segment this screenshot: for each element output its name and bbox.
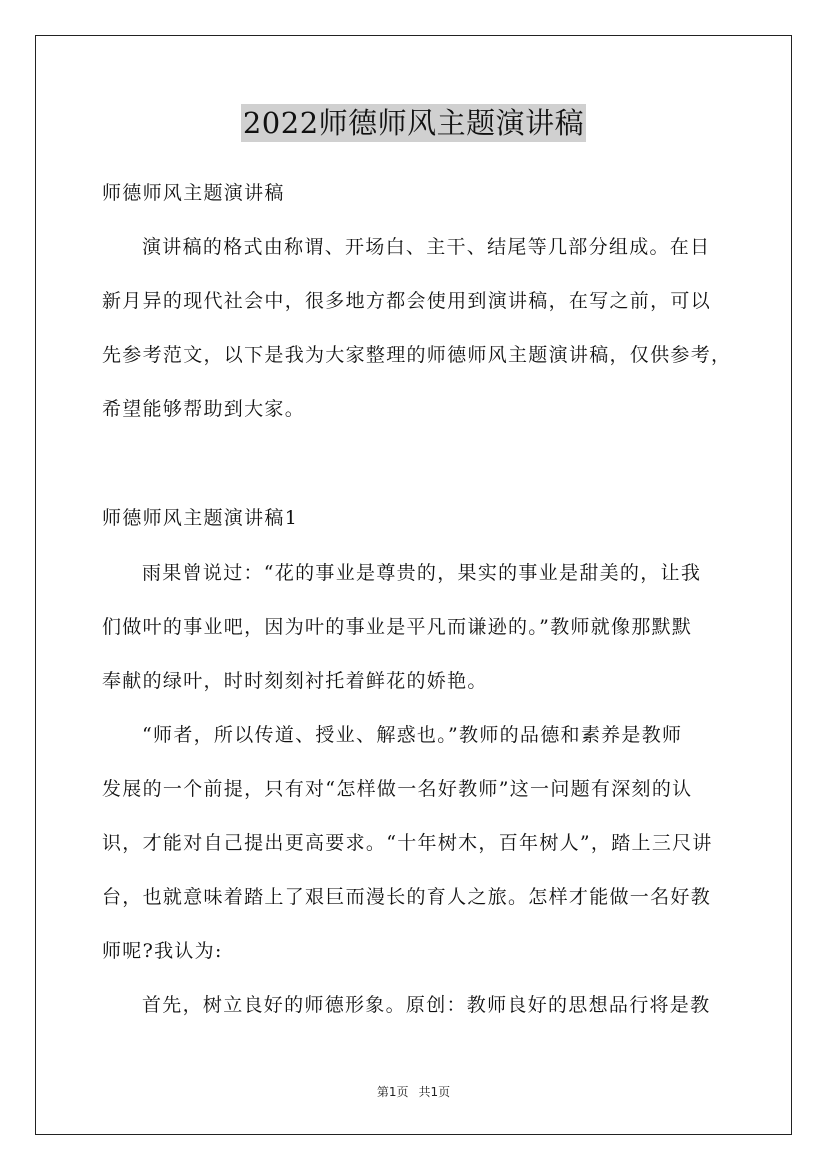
paragraph-line: 发展的一个前提，只有对“怎样做一名好教师”这一问题有深刻的认 — [102, 778, 693, 800]
document-title: 2022师德师风主题演讲稿 — [242, 106, 585, 140]
paragraph-line: 首先，树立良好的师德形象。原创：教师良好的思想品行将是教 — [142, 994, 711, 1016]
paragraph-line: 识，才能对自己提出更高要求。“十年树木，百年树人”，踏上三尺讲 — [102, 832, 713, 854]
section-heading-line: 师德师风主题演讲稿1 — [102, 507, 299, 529]
subtitle — [102, 166, 738, 220]
paragraph-line: 演讲稿的格式由称谓、开场白、主干、结尾等几部分组成。在日 — [142, 236, 711, 258]
page-total: 共1页 — [418, 1085, 451, 1099]
paragraph-line: 希望能够帮助到大家。 — [102, 398, 306, 420]
paragraph-3 — [102, 978, 738, 1032]
paragraph-2 — [102, 708, 738, 978]
paragraph-line: 师呢?我认为: — [102, 940, 223, 962]
title-wrap — [0, 104, 827, 142]
paragraph-line: 奉献的绿叶，时时刻刻衬托着鲜花的娇艳。 — [102, 670, 488, 692]
paragraph-line: “师者，所以传道、授业、解惑也。”教师的品德和素养是教师 — [142, 724, 683, 746]
paragraph-line: 雨果曾说过：“花的事业是尊贵的，果实的事业是甜美的，让我 — [142, 562, 702, 584]
paragraph-line: 先参考范文，以下是我为大家整理的师德师风主题演讲稿，仅供参考， — [102, 344, 732, 366]
page-footer — [0, 1083, 827, 1100]
page-number: 第1页 — [376, 1085, 409, 1099]
paragraph-line: 们做叶的事业吧，因为叶的事业是平凡而谦逊的。”教师就像那默默 — [102, 616, 693, 638]
paragraph-1 — [102, 546, 738, 708]
subtitle-line: 师德师风主题演讲稿 — [102, 182, 285, 204]
paragraph-line: 台，也就意味着踏上了艰巨而漫长的育人之旅。怎样才能做一名好教 — [102, 886, 712, 908]
paragraph-line: 新月异的现代社会中，很多地方都会使用到演讲稿，在写之前，可以 — [102, 290, 712, 312]
section-heading — [102, 491, 738, 545]
intro-paragraph — [102, 220, 738, 436]
